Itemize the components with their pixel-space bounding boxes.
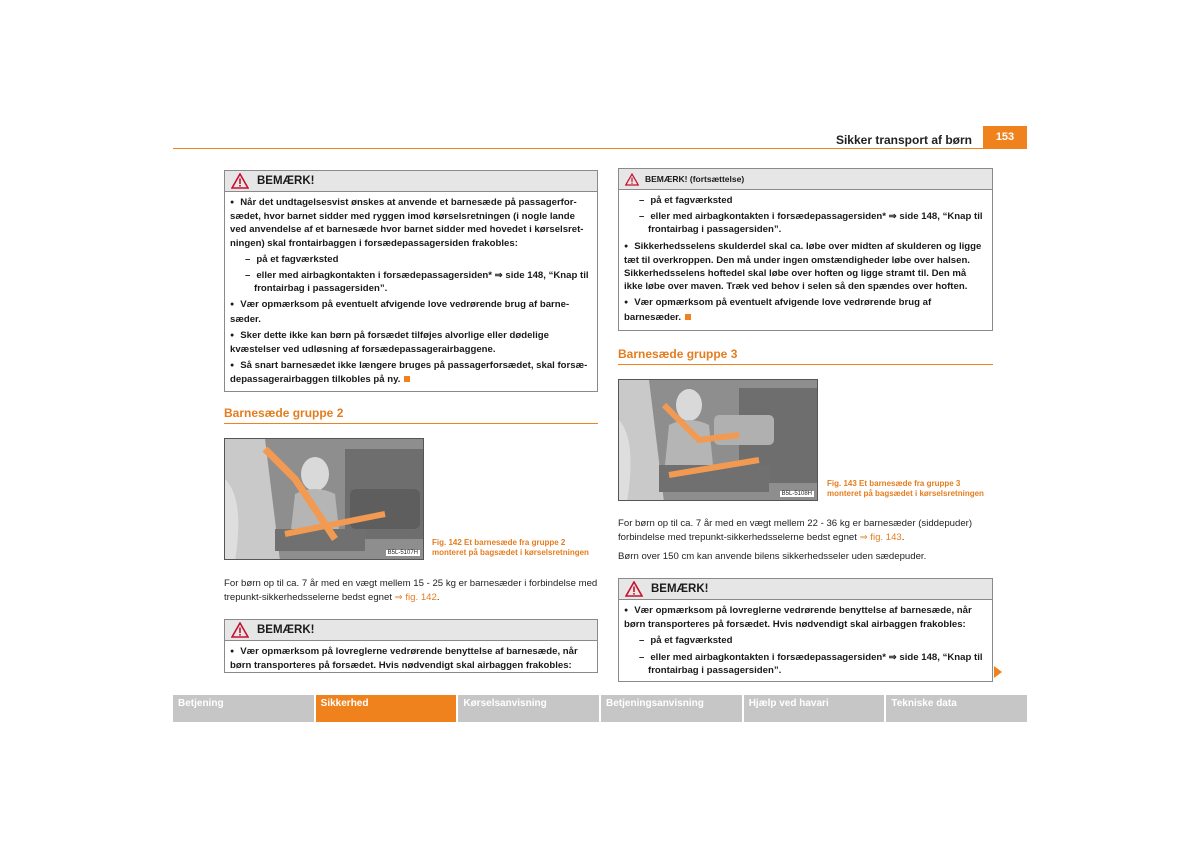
child-seat-illustration bbox=[225, 439, 424, 560]
warning-box-right-2 bbox=[618, 578, 993, 682]
warning-dash-item: – eller med airbagkontakten i forsædepassagersiden* ⇒ side 148, “Knap til frontairbag i passagersiden”. bbox=[238, 269, 592, 295]
punctuation: . bbox=[901, 532, 905, 543]
figure-143-caption bbox=[827, 479, 984, 499]
warning-box-left-2 bbox=[224, 619, 598, 673]
warning-triangle-icon bbox=[625, 173, 639, 186]
figure-code: B5L-5107H bbox=[387, 550, 418, 556]
warning-dash-item: – på et fagværksted bbox=[632, 634, 987, 647]
warning-paragraph: ● Vær opmærksom på eventuelt afvigende love vedrørende brug af barne- sæder. bbox=[230, 298, 592, 325]
nav-tab-betjening[interactable]: Betjening bbox=[173, 695, 314, 722]
warning-dash-item: – på et fagværksted bbox=[238, 253, 592, 266]
warning-box-right-1 bbox=[618, 168, 993, 331]
chapter-nav bbox=[173, 695, 1027, 722]
warning-box-left-1 bbox=[224, 170, 598, 392]
warning-paragraph: ● Så snart barnesædet ikke længere bruges på passagerforsædet, skal forsæ- depassagerairbaggen tilkobles på ny. bbox=[230, 360, 587, 385]
nav-tab-tekniske-data[interactable]: Tekniske data bbox=[886, 695, 1027, 722]
figure-143-link[interactable]: ⇒ fig. 143 bbox=[859, 532, 902, 543]
nav-tab-sikkerhed[interactable]: Sikkerhed bbox=[316, 695, 457, 722]
body-text-group-3 bbox=[618, 517, 998, 564]
running-header-title: Sikker transport af børn bbox=[835, 133, 972, 147]
header-rule bbox=[173, 148, 1027, 149]
section-rule bbox=[224, 423, 598, 424]
warning-triangle-icon bbox=[231, 622, 249, 638]
warning-dash-item: – på et fagværksted bbox=[632, 194, 987, 207]
warning-paragraph: ● Sikkerhedsselens skulderdel skal ca. løbe over midten af skulderen og ligge tæt til overkroppen. Den må under ingen omstændigheder løbe over halsen. Sikkerhedsselens hoftedel skal løbe over hoften og ligge stramt til. Den må ikke løbe over maven. Træk ved behov i selen så den spændes over hoften. bbox=[624, 240, 987, 294]
end-marker-icon bbox=[404, 376, 410, 382]
warning-header bbox=[225, 171, 597, 192]
figure-142-caption bbox=[432, 538, 589, 558]
end-marker-icon bbox=[685, 314, 691, 320]
nav-tab-korselsanvisning[interactable]: Kørselsanvisning bbox=[458, 695, 599, 722]
figure-caption-line: monteret på bagsædet i kørselsretningen bbox=[432, 548, 589, 557]
warning-paragraph: ● Når det undtagelsesvist ønskes at anvende et barnesæde på passagerfor- sædet, hvor barnet sidder med ryggen imod kørselsretningen (i nogle lande ved anvendelse af et barnesæde hvor barnet sidder med hovedet i kørselsret- ningen) skal frontairbaggen i forsædepassagersiden frakobles: bbox=[230, 196, 592, 250]
warning-paragraph: ● Vær opmærksom på lovreglerne vedrørende benyttelse af barnesæde, når børn transporteres på forsædet. Hvis nødvendigt skal airbaggen frakobles: bbox=[230, 645, 592, 672]
figure-142-link[interactable]: ⇒ fig. 142 bbox=[394, 592, 437, 603]
body-text-line: Børn over 150 cm kan anvende bilens sikkerhedsseler uden sædepuder. bbox=[618, 551, 927, 562]
body-text-line: For børn op til ca. 7 år med en vægt mellem 22 - 36 kg er barnesæder (siddepuder) bbox=[618, 518, 973, 529]
figure-142-image bbox=[224, 438, 424, 560]
warning-title: BEMÆRK! bbox=[257, 175, 315, 187]
section-title-group-2: Barnesæde gruppe 2 bbox=[224, 406, 344, 420]
body-text-group-2 bbox=[224, 577, 602, 605]
figure-code: B5L-5108H bbox=[781, 491, 812, 497]
page-number: 153 bbox=[983, 126, 1027, 148]
warning-header bbox=[225, 620, 597, 641]
warning-title: BEMÆRK! bbox=[651, 583, 709, 595]
warning-triangle-icon bbox=[625, 581, 643, 597]
warning-dash-item: – eller med airbagkontakten i forsædepassagersiden* ⇒ side 148, “Knap til frontairbag i passagersiden”. bbox=[632, 651, 987, 677]
nav-tab-betjeningsanvisning[interactable]: Betjeningsanvisning bbox=[601, 695, 742, 722]
punctuation: . bbox=[436, 592, 440, 603]
warning-header bbox=[619, 579, 992, 600]
nav-tab-hjaelp-ved-havari[interactable]: Hjælp ved havari bbox=[744, 695, 885, 722]
warning-header bbox=[619, 169, 992, 190]
warning-dash-item: – eller med airbagkontakten i forsædepassagersiden* ⇒ side 148, “Knap til frontairbag i passagersiden”. bbox=[632, 210, 987, 236]
figure-143-image bbox=[618, 379, 818, 501]
warning-paragraph: ● Sker dette ikke kan børn på forsædet tilføjes alvorlige eller dødelige kvæstelser ved udløsning af forsædepassagerairbaggene. bbox=[230, 329, 592, 356]
body-text-line: For børn op til ca. 7 år med en vægt mellem 15 - 25 kg er barnesæder i forbindelse med bbox=[224, 578, 598, 589]
section-rule bbox=[618, 364, 993, 365]
body-text-line: forbindelse med trepunkt-sikkerhedsselerne bedst egnet bbox=[618, 532, 860, 543]
body-text-line: trepunkt-sikkerhedsselerne bedst egnet bbox=[224, 592, 395, 603]
warning-paragraph: ● Vær opmærksom på eventuelt afvigende love vedrørende brug af barnesæder. bbox=[624, 297, 931, 322]
figure-caption-line: Fig. 142 Et barnesæde fra gruppe 2 bbox=[432, 538, 566, 547]
continue-arrow-icon[interactable] bbox=[994, 666, 1002, 678]
warning-paragraph: ● Vær opmærksom på lovreglerne vedrørende benyttelse af barnesæde, når børn transporteres på forsædet. Hvis nødvendigt skal airbaggen frakobles: bbox=[624, 604, 987, 631]
section-title-group-3: Barnesæde gruppe 3 bbox=[618, 347, 738, 361]
child-seat-illustration bbox=[619, 380, 818, 501]
figure-caption-line: Fig. 143 Et barnesæde fra gruppe 3 bbox=[827, 479, 961, 488]
figure-caption-line: monteret på bagsædet i kørselsretningen bbox=[827, 489, 984, 498]
warning-title: BEMÆRK! bbox=[257, 624, 315, 636]
warning-title: BEMÆRK! (fortsættelse) bbox=[645, 174, 745, 184]
warning-triangle-icon bbox=[231, 173, 249, 189]
